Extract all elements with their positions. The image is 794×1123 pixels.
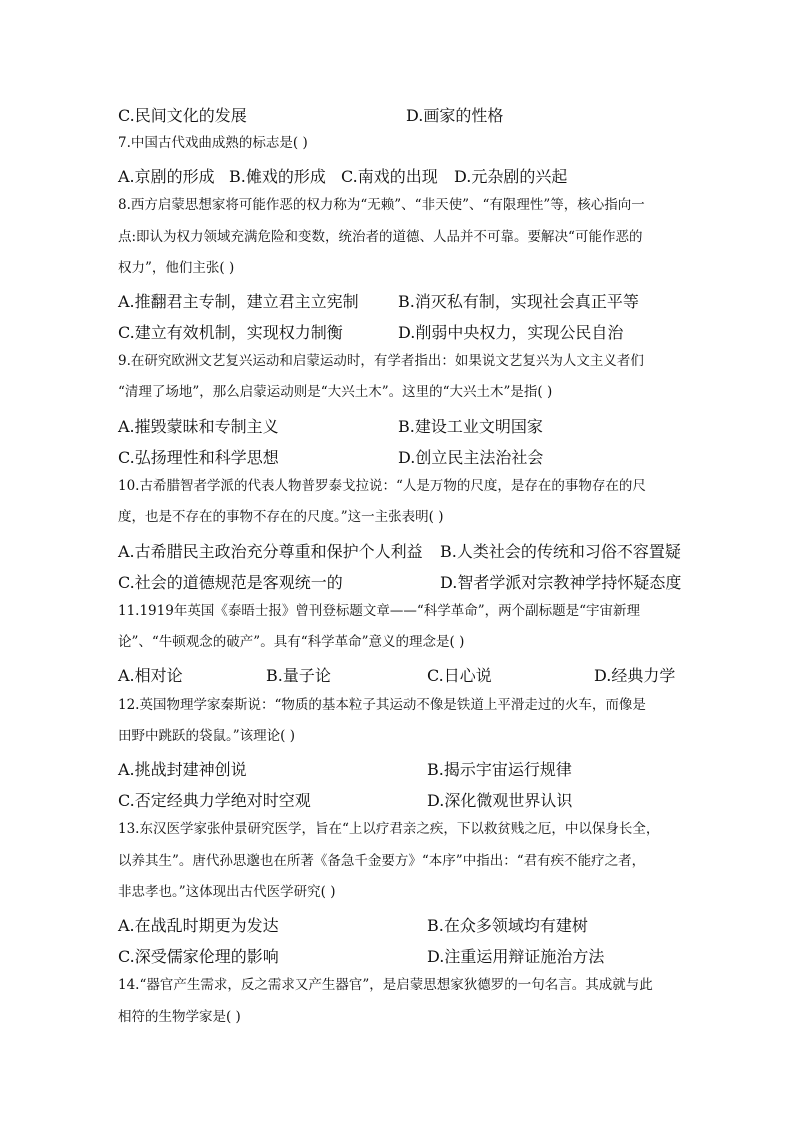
option-q8-b: B.消灭私有制，实现社会真正平等 xyxy=(398,292,639,311)
question-13-line-3: 非忠孝也。”这体现出古代医学研究( ) xyxy=(118,884,336,900)
question-8-line-2: 点:即认为权力领域充满危险和变数，统治者的道德、人品并不可靠。要解决“可能作恶的 xyxy=(118,229,643,245)
option-q7-a: A.京剧的形成 xyxy=(118,167,215,186)
option-q13-c: C.深受儒家伦理的影响 xyxy=(118,947,279,966)
option-q13-b: B.在众多领域均有建树 xyxy=(427,916,588,935)
question-11-line-2: 论”、“牛顿观念的破产”。具有“科学革命”意义的理念是( ) xyxy=(118,634,465,650)
option-q10-d: D.智者学派对宗教神学持怀疑态度 xyxy=(440,573,682,592)
question-10-line-1: 10.古希腊智者学派的代表人物普罗泰戈拉说：“人是万物的尺度，是存在的事物存在的尺 xyxy=(118,478,646,494)
question-8-line-1: 8.西方启蒙思想家将可能作恶的权力称为“无赖”、“非天使”、“有限理性”等，核心指向一 xyxy=(118,197,645,213)
question-12-line-1: 12.英国物理学家秦斯说：“物质的基本粒子其运动不像是铁道上平滑走过的火车，而像是 xyxy=(118,697,646,713)
option-q11-d: D.经典力学 xyxy=(594,666,676,685)
question-14-line-2: 相符的生物学家是( ) xyxy=(118,1009,241,1025)
option-q10-a: A.古希腊民主政治充分尊重和保护个人利益 xyxy=(118,542,423,561)
option-q9-a: A.摧毁蒙昧和专制主义 xyxy=(118,417,279,436)
option-q12-d: D.深化微观世界认识 xyxy=(427,791,573,810)
option-q11-c: C.日心说 xyxy=(427,666,492,685)
option-q7-c: C.南戏的出现 xyxy=(341,167,438,186)
option-q9-d: D.创立民主法治社会 xyxy=(398,448,544,467)
option-q6-d: D.画家的性格 xyxy=(406,106,504,125)
option-q10-c: C.社会的道德规范是客观统一的 xyxy=(118,573,343,592)
question-13-line-1: 13.东汉医学家张仲景研究医学，旨在“上以疗君亲之疾，下以救贫贱之厄，中以保身长全， xyxy=(118,821,660,837)
option-q13-d: D.注重运用辩证施治方法 xyxy=(427,947,605,966)
option-q11-a: A.相对论 xyxy=(118,666,183,685)
option-q8-c: C.建立有效机制，实现权力制衡 xyxy=(118,323,343,342)
question-8-line-3: 权力”，他们主张( ) xyxy=(118,260,235,276)
option-q9-c: C.弘扬理性和科学思想 xyxy=(118,448,279,467)
question-11-line-1: 11.1919年英国《泰晤士报》曾刊登标题文章——“科学革命”，两个副标题是“宇宙新理 xyxy=(118,603,641,619)
option-q7-b: B.傩戏的形成 xyxy=(229,167,326,186)
option-q12-a: A.挑战封建神创说 xyxy=(118,760,247,779)
option-q6-c: C.民间文化的发展 xyxy=(118,106,247,125)
question-13-line-2: 以养其生”。唐代孙思邈也在所著《备急千金要方》“本序”中指出：“君有疾不能疗之者， xyxy=(118,853,646,869)
option-q10-b: B.人类社会的传统和习俗不容置疑 xyxy=(440,542,681,561)
option-q12-c: C.否定经典力学绝对时空观 xyxy=(118,791,311,810)
question-10-line-2: 度，也是不存在的事物不存在的尺度。”这一主张表明( ) xyxy=(118,509,444,525)
question-9-line-1: 9.在研究欧洲文艺复兴运动和启蒙运动时，有学者指出：如果说文艺复兴为人文主义者们 xyxy=(118,353,644,369)
option-q12-b: B.揭示宇宙运行规律 xyxy=(427,760,572,779)
option-q9-b: B.建设工业文明国家 xyxy=(398,417,543,436)
question-7-text: 7.中国古代戏曲成熟的标志是( ) xyxy=(118,135,308,151)
option-q11-b: B.量子论 xyxy=(266,666,331,685)
question-9-line-2: “清理了场地”，那么启蒙运动则是“大兴土木”。这里的“大兴土木”是指( ) xyxy=(118,384,553,400)
question-12-line-2: 田野中跳跃的袋鼠。”该理论( ) xyxy=(118,728,295,744)
option-q8-d: D.削弱中央权力，实现公民自治 xyxy=(398,323,624,342)
question-14-line-1: 14.“器官产生需求，反之需求又产生器官”，是启蒙思想家狄德罗的一句名言。其成就与此 xyxy=(118,977,653,993)
option-q13-a: A.在战乱时期更为发达 xyxy=(118,916,279,935)
option-q7-d: D.元杂剧的兴起 xyxy=(454,167,568,186)
option-q8-a: A.推翻君主专制，建立君主立宪制 xyxy=(118,292,359,311)
